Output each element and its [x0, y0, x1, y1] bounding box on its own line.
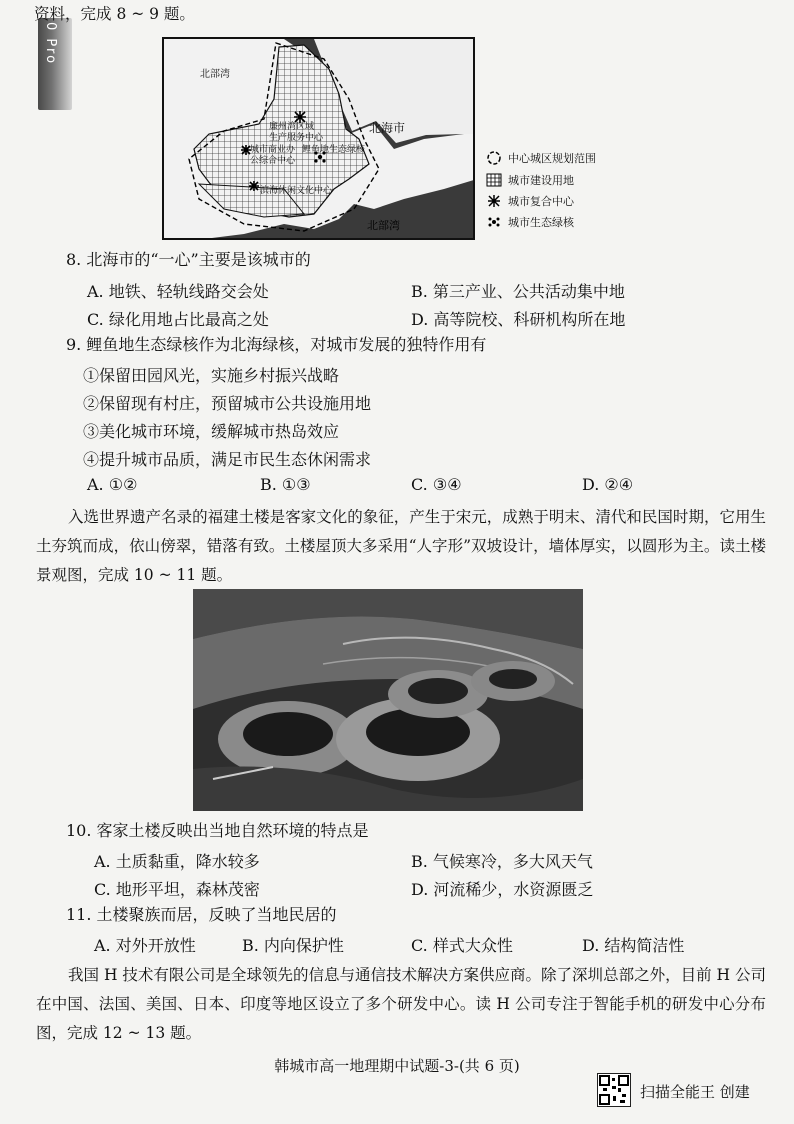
q9-item-2: ②保留现有村庄，预留城市公共设施用地: [83, 394, 372, 413]
service-center-label-1: 廉州湾区域: [269, 122, 315, 132]
grid-square-icon: [486, 173, 502, 187]
city-label: 北海市: [369, 121, 406, 135]
legend-planning-range: 中心城区规划范围: [486, 150, 596, 166]
q9-item-3: ③美化城市环境，缓解城市热岛效应: [83, 422, 340, 441]
legend-green-core: 城市生态绿核: [486, 214, 574, 230]
q8-option-a: A. 地铁、轻轨线路交会处: [87, 282, 269, 301]
q10-option-c: C. 地形平坦，森林茂密: [94, 880, 260, 899]
tulou-landscape-photo: [193, 589, 583, 811]
q9-option-c: C. ③④: [411, 475, 462, 494]
scanner-credit: 扫描全能王 创建: [640, 1083, 750, 1101]
legend-composite-center: 城市复合中心: [486, 193, 574, 209]
question-8-stem: 8. 北海市的“一心”主要是该城市的: [66, 250, 311, 269]
q9-option-b: B. ①③: [260, 475, 311, 494]
question-10-stem: 10. 客家土楼反映出当地自然环境的特点是: [66, 821, 369, 840]
tulou-photo-graphic: [193, 589, 583, 811]
q11-option-a: A. 对外开放性: [94, 936, 196, 955]
service-center-label-2: 生产服务中心: [269, 133, 324, 143]
commerce-center-label-2: 公综合中心: [250, 156, 296, 166]
q9-option-a: A. ①②: [87, 475, 138, 494]
q8-option-b: B. 第三产业、公共活动集中地: [411, 282, 625, 301]
legend-construction-land: 城市建设用地: [486, 172, 574, 188]
flower-icon: [486, 215, 502, 229]
q11-option-b: B. 内向保护性: [242, 936, 344, 955]
beihai-city-planning-map: [162, 37, 475, 240]
page-footer: 韩城市高一地理期中试题-3-(共 6 页): [274, 1057, 520, 1075]
dashed-circle-icon: [486, 150, 502, 166]
gulf-label-top: 北部湾: [200, 69, 230, 80]
q10-option-a: A. 土质黏重，降水较多: [94, 852, 260, 871]
q8-option-c: C. 绿化用地占比最高之处: [87, 310, 269, 329]
culture-center-label: 滨海休闲文化中心: [260, 186, 333, 196]
q10-option-d: D. 河流稀少，水资源匮乏: [411, 880, 594, 899]
q11-option-c: C. 样式大众性: [411, 936, 513, 955]
tulou-passage: 入选世界遗产名录的福建土楼是客家文化的象征，产生于宋元，成熟于明末、清代和民国时期，它用生土夯筑而成，依山傍翠，错落有致。土楼屋顶大多采用“人字形”双坡设计，墙体厚实，以圆形为主。读土楼景观图，完成 10 ~ 11 题。: [36, 508, 766, 584]
question-intro-fragment: 资料，完成 8 ~ 9 题。: [34, 5, 195, 23]
q11-option-d: D. 结构简洁性: [582, 936, 685, 955]
qr-code-icon: [597, 1073, 631, 1107]
q9-item-1: ①保留田园风光，实施乡村振兴战略: [83, 366, 340, 385]
scan-watermark: 0 Pro: [43, 22, 58, 66]
question-11-stem: 11. 土楼聚族而居，反映了当地民居的: [66, 905, 337, 924]
question-9-stem: 9. 鲤鱼地生态绿核作为北海绿核，对城市发展的独特作用有: [66, 335, 487, 354]
green-core-label: 鲤鱼地生态绿核: [302, 145, 366, 155]
q8-option-d: D. 高等院校、科研机构所在地: [411, 310, 626, 329]
asterisk-icon: [486, 194, 502, 208]
q10-option-b: B. 气候寒冷，多大风天气: [411, 852, 593, 871]
commerce-center-label-1: 城市商业办: [250, 145, 296, 155]
h-company-passage: 我国 H 技术有限公司是全球领先的信息与通信技术解决方案供应商。除了深圳总部之外，目前 H 公司在中国、法国、美国、日本、印度等地区设立了多个研发中心。读 H 公司专注于智能手机的研发中心分布图，完成 12 ~ 13 题。: [36, 966, 766, 1042]
gulf-label-bottom: 北部湾: [367, 219, 400, 232]
q9-option-d: D. ②④: [582, 475, 634, 494]
q9-item-4: ④提升城市品质，满足市民生态休闲需求: [83, 450, 372, 469]
